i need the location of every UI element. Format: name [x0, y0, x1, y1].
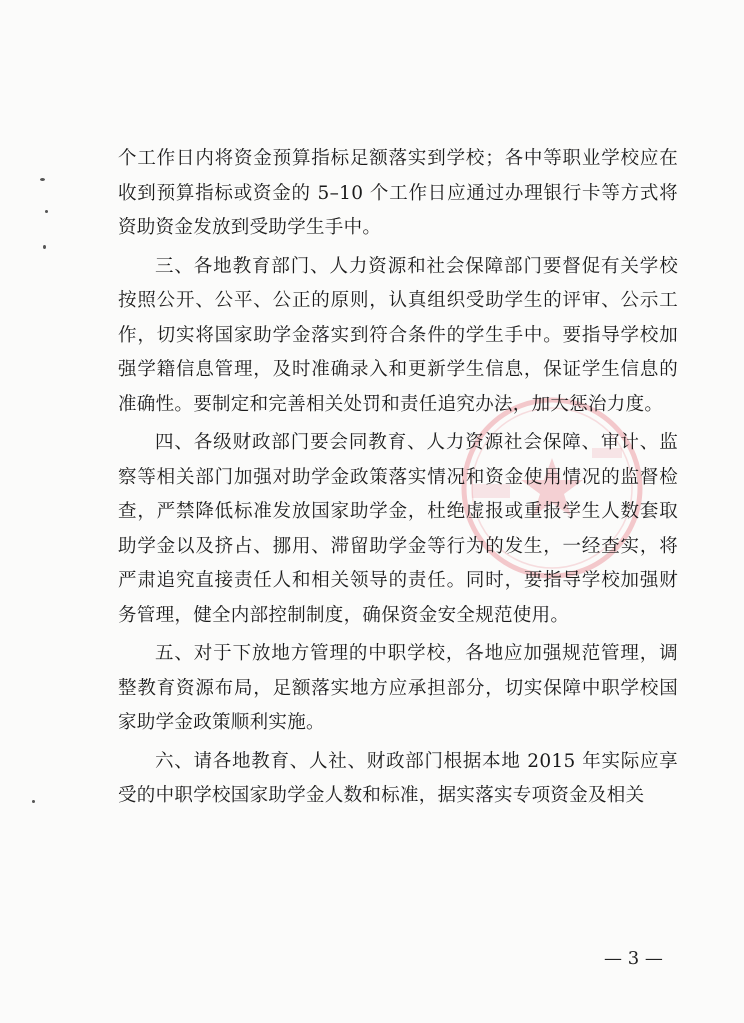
paragraph-5: 六、请各地教育、人社、财政部门根据本地 2015 年实际应享受的中职学校国家助学金人数和标准，据实落实专项资金及相关 — [118, 750, 678, 806]
scan-speck — [40, 178, 45, 181]
paragraph-2: 三、各地教育部门、人力资源和社会保障部门要督促有关学校按照公开、公平、公正的原则，认真组织受助学生的评审、公示工作，切实将国家助学金落实到符合条件的学生手中。要指导学校加强学籍信息管理，及时准确录入和更新学生信息，保证学生信息的准确性。要制定和完善相关处罚和责任追究办法，加大惩治力度。 — [118, 255, 678, 415]
document-body — [118, 142, 678, 818]
paragraph-3: 四、各级财政部门要会同教育、人力资源社会保障、审计、监察等相关部门加强对助学金政策落实情况和资金使用情况的监督检查，严禁降低标准发放国家助学金，杜绝虚报或重报学生人数套取助学金以及挤占、挪用、滞留助学金等行为的发生，一经查实，将严肃追究直接责任人和相关领导的责任。同时，要指导学校加强财务管理，健全内部控制制度，确保资金安全规范使用。 — [118, 432, 678, 626]
paragraph-4: 五、对于下放地方管理的中职学校，各地应加强规范管理，调整教育资源布局，足额落实地方应承担部分，切实保障中职学校国家助学金政策顺利实施。 — [118, 643, 678, 733]
scan-speck — [43, 245, 46, 249]
page-number: — 3 — — [604, 948, 663, 969]
scan-speck — [32, 800, 35, 803]
paragraph-1: 个工作日内将资金预算指标足额落实到学校；各中等职业学校应在收到预算指标或资金的 5–10 个工作日应通过办理银行卡等方式将资助资金发放到受助学生手中。 — [118, 148, 678, 238]
scan-speck — [45, 210, 48, 213]
